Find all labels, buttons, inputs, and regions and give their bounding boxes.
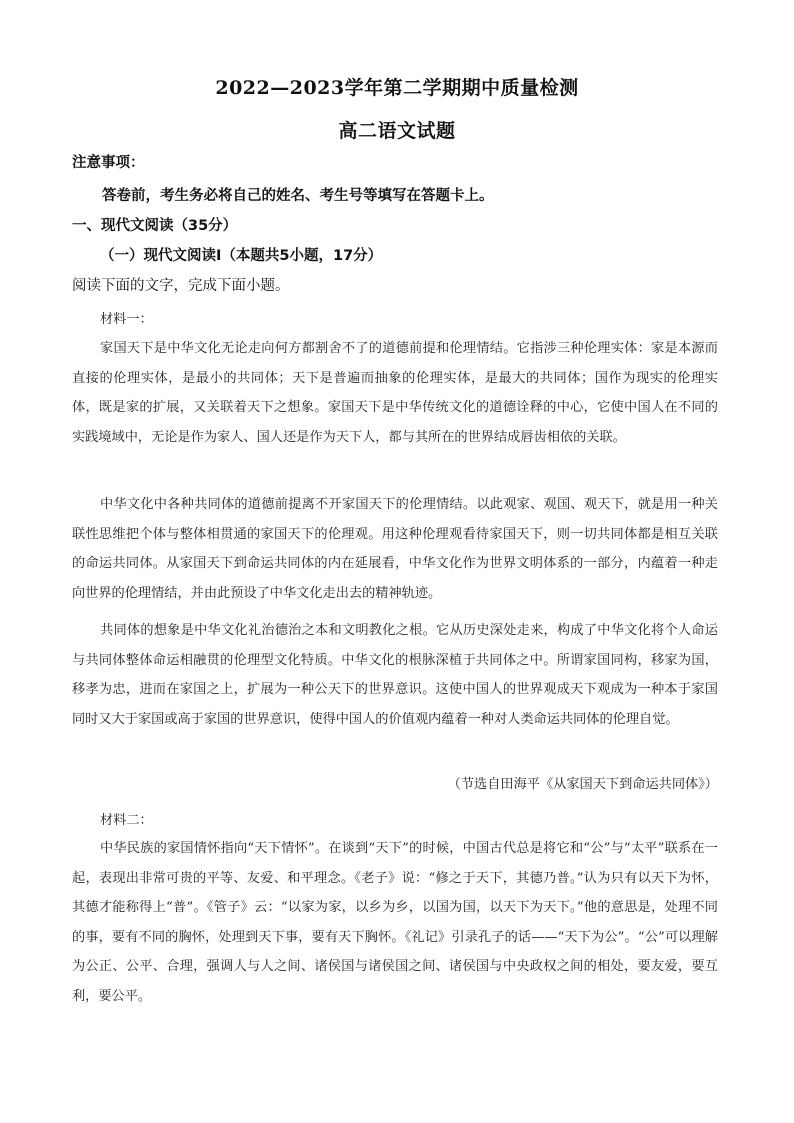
material-one-paragraph-block <box>72 334 718 452</box>
material-label: 材料一： <box>100 312 153 327</box>
subsection-heading: （一）现代文阅读Ⅰ（本题共5小题，17分） <box>100 248 383 264</box>
paragraph: 中华民族的家国情怀指向“天下情怀”。在谈到“天下”的时候，中国古代总是将它和“公”与“太平”联系在一起，表现出非常可贵的平等、友爱、和平理念。《老子》说：“修之于天下，其德乃普。”认为只有以天下为怀，其德才能称得上“普”。《管子》云：“以家为家，以乡为乡，以国为国，以天下为天下。”他的意思是，处理不同的事，要有不同的胸怀，处理到天下事，要有天下胸怀。《礼记》引录孔子的话——“天下为公”。“公”可以理解为公正、公平、合理，强调人与人之间、诸侯国与诸侯国之间、诸侯国与中央政权之间的相处，要友爱，要互利，要公平。 <box>72 841 718 1004</box>
source-citation-block <box>72 770 718 800</box>
paragraph: 家国天下是中华文化无论走向何方都割舍不了的道德前提和伦理情结。它指涉三种伦理实体：家是本源而直接的伦理实体，是最小的共同体；天下是普遍而抽象的伦理实体，是最大的共同体；国作为现实的伦理实体，既是家的扩展，又关联着天下之想象。家国天下是中华传统文化的道德诠释的中心，它使中国人在不同的实践境域中，无论是作为家人、国人还是作为天下人，都与其所在的世界结成唇齿相依的关联。 <box>72 341 718 445</box>
material-one-paragraph-block <box>72 616 718 734</box>
material-two-paragraph-block <box>72 834 718 1011</box>
material-one-label-block <box>72 305 718 335</box>
paragraph: 中华文化中各种共同体的道德前提离不开家国天下的伦理情结。以此观家、观国、观天下，就是用一种关联性思维把个体与整体相贯通的家国天下的伦理观。用这种伦理观看待家国天下，则一切共同体都是相互关联的命运共同体。从家国天下到命运共同体的内在延展看，中华文化作为世界文明体系的一部分，内蕴着一种走向世界的伦理情结，并由此预设了中华文化走出去的精神轨迹。 <box>72 497 718 601</box>
exam-subtitle: 高二语文试题 <box>338 120 456 142</box>
notice-heading: 注意事项： <box>72 155 145 171</box>
paragraph: 共同体的想象是中华文化礼治德治之本和文明教化之根。它从历史深处走来，构成了中华文化将个人命运与共同体整体命运相融贯的伦理型文化特质。中华文化的根脉深植于共同体之中。所谓家国同构，移家为国，移孝为忠，进而在家国之上，扩展为一种公天下的世界意识。这使中国人的世界观成天下观成为一种本于家国同时又大于家国或高于家国的世界意识，使得中国人的价值观内蕴着一种对人类命运共同体的伦理自觉。 <box>72 623 718 727</box>
source-citation: （节选自田海平《从家国天下到命运共同体》） <box>447 777 718 792</box>
exam-title: 2022—2023学年第二学期期中质量检测 <box>215 77 579 99</box>
notice-text: 答卷前，考生务必将自己的姓名、考生号等填写在答题卡上。 <box>102 188 494 204</box>
material-two-label-block <box>72 806 718 836</box>
material-one-paragraph-block <box>72 490 718 608</box>
section-heading: 一、现代文阅读（35分） <box>72 218 238 234</box>
material-label: 材料二： <box>100 813 153 828</box>
reading-instruction: 阅读下面的文字，完成下面小题。 <box>72 278 290 294</box>
